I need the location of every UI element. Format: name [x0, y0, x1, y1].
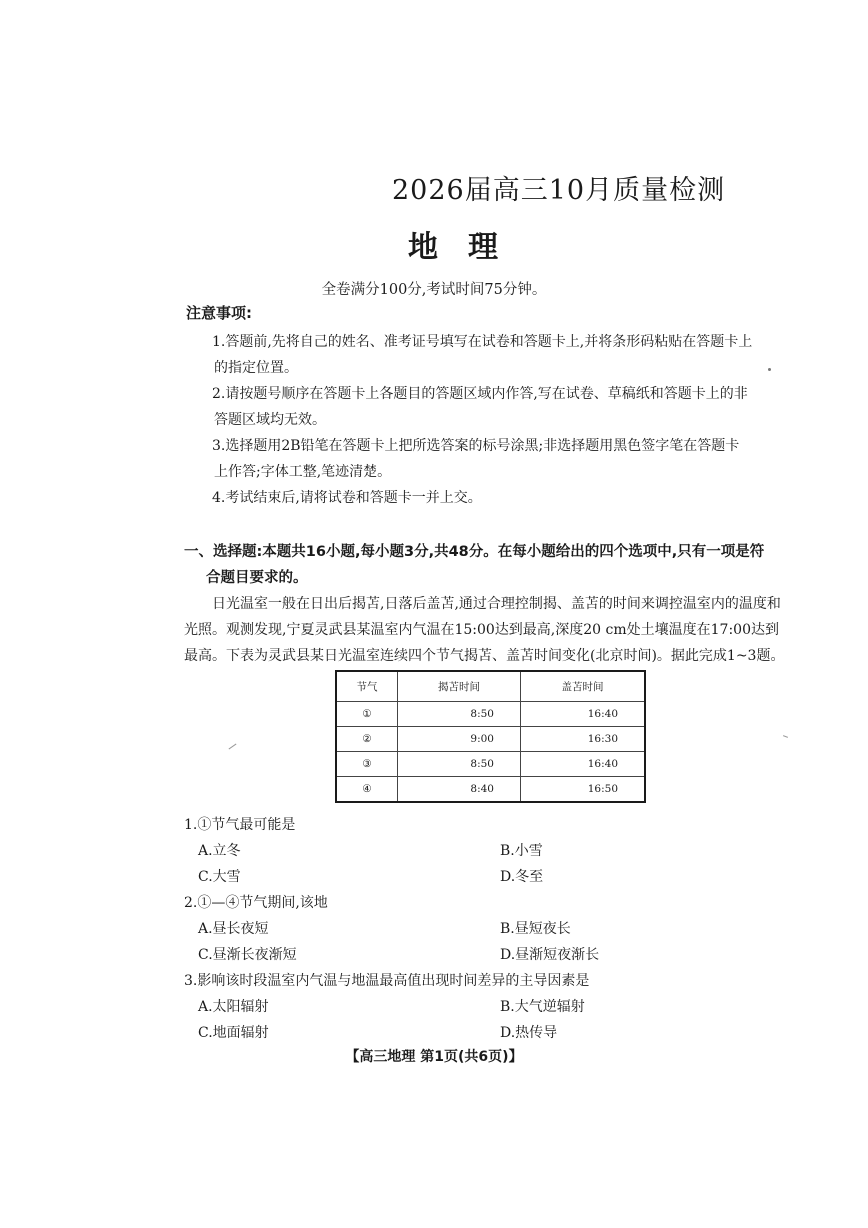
section-header-cont: 合题目要求的。 — [206, 570, 308, 586]
option-c: C.地面辐射 — [198, 1025, 269, 1041]
table-header-row — [336, 671, 645, 702]
option-a: A.太阳辐射 — [198, 999, 269, 1015]
option-b: B.昼短夜长 — [500, 921, 571, 937]
option-a: A.立冬 — [198, 843, 241, 859]
note-line: 答题区域均无效。 — [214, 412, 326, 428]
option-b: B.大气逆辐射 — [500, 999, 585, 1015]
passage-line: 最高。下表为灵武县某日光温室连续四个节气揭苫、盖苫时间变化(北京时间)。据此完成1~3题。 — [184, 648, 785, 664]
scan-speck — [229, 744, 237, 750]
table-cell: ③ — [336, 752, 398, 777]
page-footer: 【高三地理 第1页(共6页)】 — [345, 1049, 523, 1065]
table-cell: 16:30 — [521, 727, 646, 752]
table-header-cell: 揭苫时间 — [398, 671, 521, 702]
option-c: C.大雪 — [198, 869, 241, 885]
passage-line: 日光温室一般在日出后揭苫,日落后盖苫,通过合理控制揭、盖苫的时间来调控温室内的温度和 — [212, 596, 781, 612]
table-row — [336, 752, 645, 777]
note-line: 的指定位置。 — [214, 360, 298, 376]
note-line: 上作答;字体工整,笔迹清楚。 — [214, 464, 392, 480]
option-d: D.热传导 — [500, 1025, 558, 1041]
option-a: A.昼长夜短 — [198, 921, 269, 937]
question-stem: 3.影响该时段温室内气温与地温最高值出现时间差异的主导因素是 — [184, 973, 590, 989]
subject-title: 地理 — [408, 230, 528, 265]
scan-speck — [768, 368, 771, 371]
table-row — [336, 777, 645, 803]
passage-line: 光照。观测发现,宁夏灵武县某温室内气温在15:00达到最高,深度20 cm处土壤温度在17:00达到 — [184, 622, 779, 638]
question-stem: 2.①—④节气期间,该地 — [184, 895, 328, 911]
scan-speck — [783, 735, 788, 738]
table-cell: 9:00 — [398, 727, 521, 752]
table-row — [336, 727, 645, 752]
table-cell: 16:40 — [521, 752, 646, 777]
table-cell: ④ — [336, 777, 398, 803]
table-cell: 8:50 — [398, 702, 521, 727]
question-stem: 1.①节气最可能是 — [184, 817, 296, 833]
table-cell: ① — [336, 702, 398, 727]
exam-info: 全卷满分100分,考试时间75分钟。 — [321, 282, 547, 298]
option-b: B.小雪 — [500, 843, 543, 859]
note-line: 3.选择题用2B铅笔在答题卡上把所选答案的标号涂黑;非选择题用黑色签字笔在答题卡 — [212, 438, 740, 454]
table-cell: 8:50 — [398, 752, 521, 777]
option-d: D.冬至 — [500, 869, 544, 885]
exam-title: 2026届高三10月质量检测 — [392, 175, 726, 206]
option-d: D.昼渐短夜渐长 — [500, 947, 600, 963]
table-row — [336, 702, 645, 727]
season-table — [335, 670, 646, 803]
note-line: 2.请按题号顺序在答题卡上各题目的答题区域内作答,写在试卷、草稿纸和答题卡上的非 — [212, 386, 748, 402]
section-header: 一、选择题:本题共16小题,每小题3分,共48分。在每小题给出的四个选项中,只有一项是符 — [184, 544, 765, 560]
table-cell: ② — [336, 727, 398, 752]
option-c: C.昼渐长夜渐短 — [198, 947, 297, 963]
table-cell: 8:40 — [398, 777, 521, 803]
note-line: 4.考试结束后,请将试卷和答题卡一并上交。 — [212, 490, 482, 506]
table-cell: 16:40 — [521, 702, 646, 727]
notes-title: 注意事项: — [186, 304, 252, 322]
table-cell: 16:50 — [521, 777, 646, 803]
table-header-cell: 节气 — [336, 671, 398, 702]
note-line: 1.答题前,先将自己的姓名、准考证号填写在试卷和答题卡上,并将条形码粘贴在答题卡上 — [212, 334, 753, 350]
table-header-cell: 盖苫时间 — [521, 671, 646, 702]
